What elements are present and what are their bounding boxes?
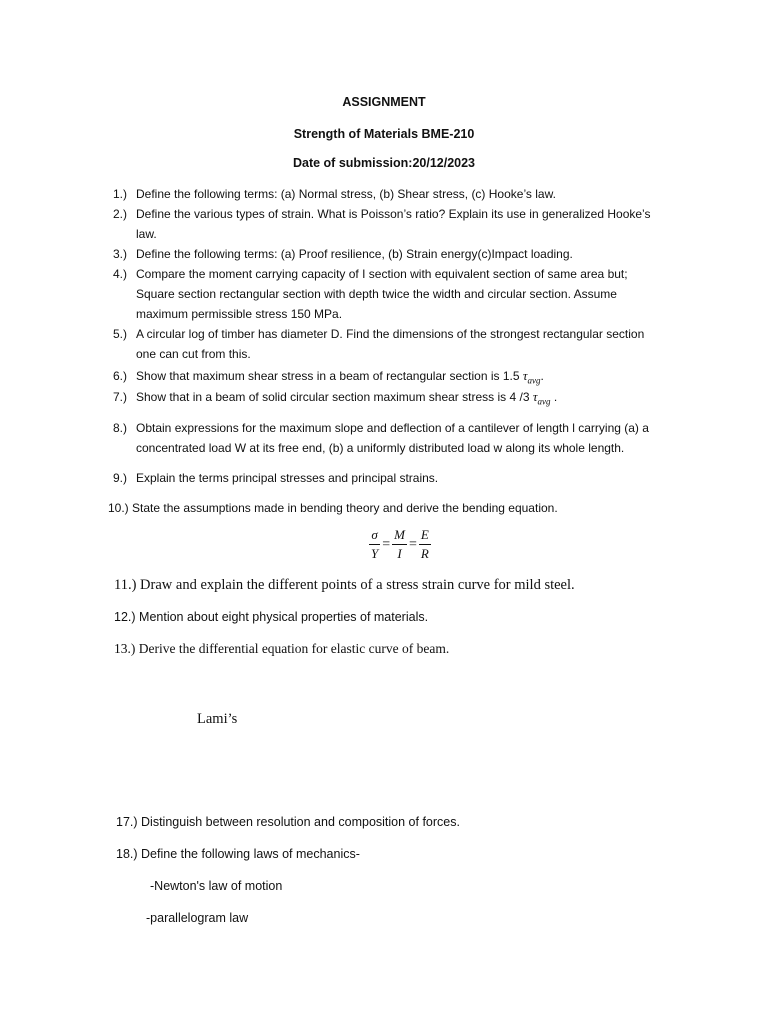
equals-sign: = (382, 536, 391, 552)
fraction-e-over-r (419, 528, 431, 561)
question-text: Define the following terms: (a) Proof resilience, (b) Strain energy(c)Impact loading. (136, 247, 573, 261)
question-text: State the assumptions made in bending theory and derive the bending equation. (132, 501, 558, 515)
question-number: 18.) (116, 847, 138, 861)
question-number: 9.) (113, 471, 128, 485)
question-text-line-1: A circular log of timber has diameter D. Find the dimensions of the strongest rectangular section (136, 327, 645, 341)
question-text: Show that in a beam of solid circular section maximum shear stress is 4 /3 (136, 390, 530, 404)
question-text-line-2: Square section rectangular section with depth twice the width and circular section. Assume (136, 287, 617, 301)
numerator: σ (369, 528, 380, 545)
tau-symbol: τ (532, 389, 538, 404)
numerator: M (392, 528, 407, 545)
question-text-line-1: Define the various types of strain. What is Poisson’s ratio? Explain its use in generalized Hooke’s (136, 207, 651, 221)
fraction-m-over-i (392, 528, 407, 561)
question-text-line-2: concentrated load W at its free end, (b) a uniformly distributed load w along its whole length. (136, 441, 625, 455)
question-text: Show that maximum shear stress in a beam of rectangular section is 1.5 (136, 369, 520, 383)
question-text-wrap (136, 387, 686, 411)
question-text-line-2: law. (136, 227, 157, 241)
bending-equation (368, 528, 432, 568)
denominator: R (420, 546, 429, 561)
question-number: 5.) (113, 327, 128, 341)
course-subject: Strength of Materials BME-210 (293, 127, 475, 141)
question-number: 3.) (113, 247, 128, 261)
tau-subscript: avg (527, 375, 541, 386)
denominator: Y (371, 546, 379, 561)
question-text-line-1: Obtain expressions for the maximum slope and deflection of a cantilever of length l carrying (a) a (136, 421, 649, 435)
question-text: Explain the terms principal stresses and principal strains. (136, 471, 439, 485)
question-number: 1.) (113, 187, 128, 201)
denominator: I (397, 546, 402, 561)
tau-symbol: τ (522, 368, 528, 383)
fraction-sigma-over-y (369, 528, 380, 561)
equals-sign: = (408, 536, 417, 552)
question-text: Draw and explain the different points of a stress strain curve for mild steel. (140, 577, 575, 593)
question-text-line-1: Compare the moment carrying capacity of I section with equivalent section of same area but; (136, 267, 628, 281)
question-number: 17.) (116, 815, 138, 829)
question-text: Derive the differential equation for elastic curve of beam. (138, 641, 450, 656)
submission-date: Date of submission:20/12/2023 (292, 156, 476, 170)
question-number: 2.) (113, 207, 128, 221)
lamis-note: Lami’s (197, 711, 238, 727)
question-number: 12.) (114, 610, 136, 624)
question-text: Distinguish between resolution and composition of forces. (141, 815, 460, 829)
document-title: ASSIGNMENT (342, 95, 426, 109)
question-tail: . (540, 369, 544, 383)
tau-subscript: avg (537, 396, 551, 407)
question-text-line-3: maximum permissible stress 150 MPa. (136, 307, 343, 321)
question-18 (116, 847, 360, 861)
question-13 (114, 641, 449, 657)
question-text: Mention about eight physical properties of materials. (139, 610, 429, 624)
question-text: Define the following laws of mechanics- (141, 847, 360, 861)
question-17 (116, 815, 460, 829)
question-number: 13.) (114, 641, 136, 656)
question-11 (114, 577, 575, 594)
law-item-newton: -Newton's law of motion (150, 879, 283, 893)
question-number: 8.) (113, 421, 128, 435)
numerator: E (419, 528, 431, 545)
question-10 (108, 498, 558, 518)
question-text-line-2: one can cut from this. (136, 347, 251, 361)
question-number: 10.) (108, 501, 129, 515)
question-number: 11.) (114, 577, 137, 593)
law-item-parallelogram: -parallelogram law (146, 911, 249, 925)
question-12 (114, 610, 428, 624)
question-number: 7.) (113, 390, 128, 404)
question-text: Define the following terms: (a) Normal stress, (b) Shear stress, (c) Hooke’s law. (136, 187, 556, 201)
question-number: 6.) (113, 369, 128, 383)
question-tail: . (550, 390, 558, 404)
question-number: 4.) (113, 267, 128, 281)
